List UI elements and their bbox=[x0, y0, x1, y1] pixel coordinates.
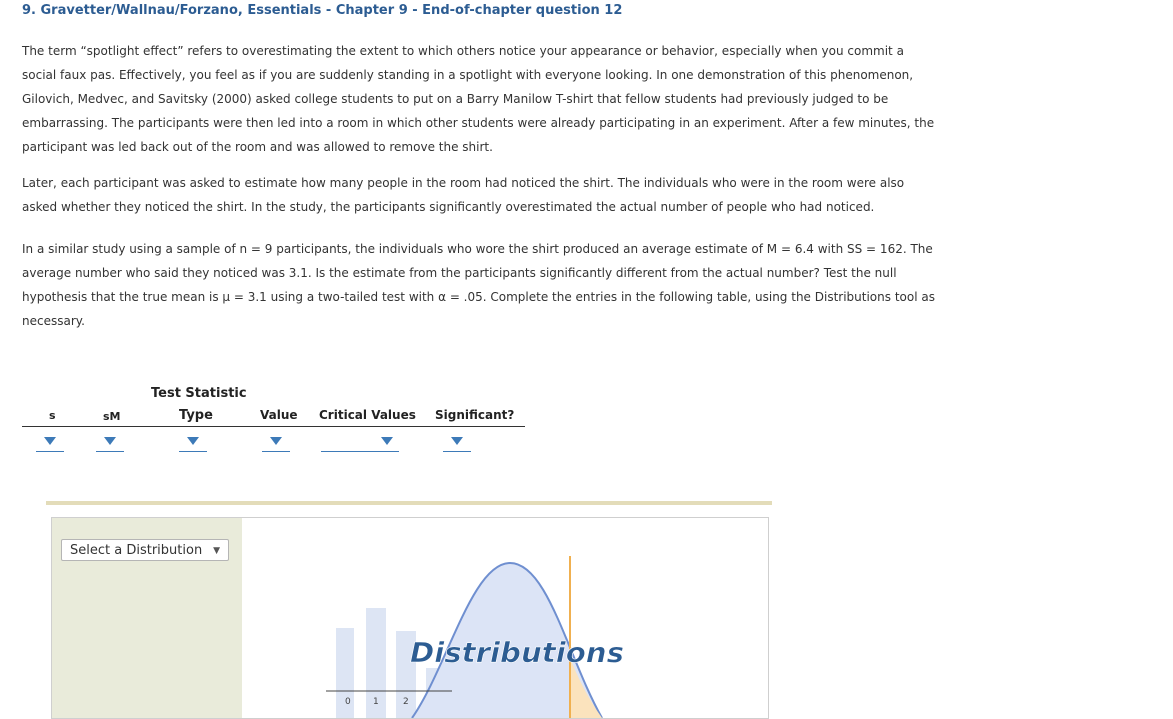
chevron-down-icon bbox=[187, 437, 199, 445]
table-header-divider bbox=[22, 426, 525, 427]
sm-dropdown[interactable] bbox=[96, 437, 124, 452]
critical-values-dropdown[interactable] bbox=[321, 437, 399, 452]
section-divider bbox=[46, 501, 772, 505]
question-paragraph-1: The term “spotlight effect” refers to overestimating the extent to which others notice your appearance or behavior, especially when you commit a social faux pas. Effectively, you feel as if you are suddenly standing in a spotlight with everyone looking. In one demonstration of this phenomenon, Gilovich, Medvec, and Savitsky (2000) asked college students to put on a Barry Manilow T-shirt that fellow students had previously judged to be embarrassing. The participants were then led into a room in which other students were already participating in an experiment. After a few minutes, the participant was led back out of the room and was allowed to remove the shirt. bbox=[22, 44, 935, 154]
distributions-sidebar bbox=[52, 518, 242, 718]
col-header-sm: sM bbox=[103, 410, 121, 423]
chevron-down-icon: ▼ bbox=[213, 546, 220, 556]
distributions-tool bbox=[51, 517, 769, 719]
axis-tick-label: 2 bbox=[403, 697, 409, 707]
col-header-critical-values: Critical Values bbox=[319, 408, 416, 422]
test-statistic-header: Test Statistic bbox=[151, 386, 247, 401]
chevron-down-icon bbox=[104, 437, 116, 445]
answer-table bbox=[22, 380, 526, 460]
value-dropdown[interactable] bbox=[262, 437, 290, 452]
axis-tick-label: 1 bbox=[373, 697, 379, 707]
col-header-value: Value bbox=[260, 408, 298, 422]
col-header-s: s bbox=[49, 409, 56, 422]
significant-dropdown[interactable] bbox=[443, 437, 471, 452]
chevron-down-icon bbox=[270, 437, 282, 445]
distributions-logo-text: Distributions bbox=[410, 636, 624, 669]
chevron-down-icon bbox=[451, 437, 463, 445]
chevron-down-icon bbox=[44, 437, 56, 445]
distribution-select-label: Select a Distribution bbox=[70, 543, 203, 558]
distributions-logo bbox=[242, 518, 768, 718]
col-header-significant: Significant? bbox=[435, 408, 515, 422]
s-dropdown[interactable] bbox=[36, 437, 64, 452]
question-paragraph-2: Later, each participant was asked to estimate how many people in the room had noticed the shirt. The individuals who were in the room were also asked whether they noticed the shirt. In the study, the participants significantly overestimated the actual number of people who had noticed. bbox=[22, 176, 905, 214]
question-paragraph-3: In a similar study using a sample of n = 9 participants, the individuals who wore the shirt produced an average estimate of M = 6.4 with SS = 162. The average number who said they noticed was 3.1. Is the estimate from the participants significantly different from the actual number? Test the null hypothesis that the true mean is μ = 3.1 using a two-tailed test with α = .05. Complete the entries in the following table, using the Distributions tool as necessary. bbox=[22, 242, 935, 328]
chevron-down-icon bbox=[381, 437, 393, 445]
distribution-select[interactable] bbox=[61, 539, 229, 561]
col-header-type: Type bbox=[179, 408, 213, 423]
question-title: 9. Gravetter/Wallnau/Forzano, Essentials - Chapter 9 - End-of-chapter question 12 bbox=[22, 3, 623, 18]
type-dropdown[interactable] bbox=[179, 437, 207, 452]
axis-tick-label: 0 bbox=[345, 697, 351, 707]
